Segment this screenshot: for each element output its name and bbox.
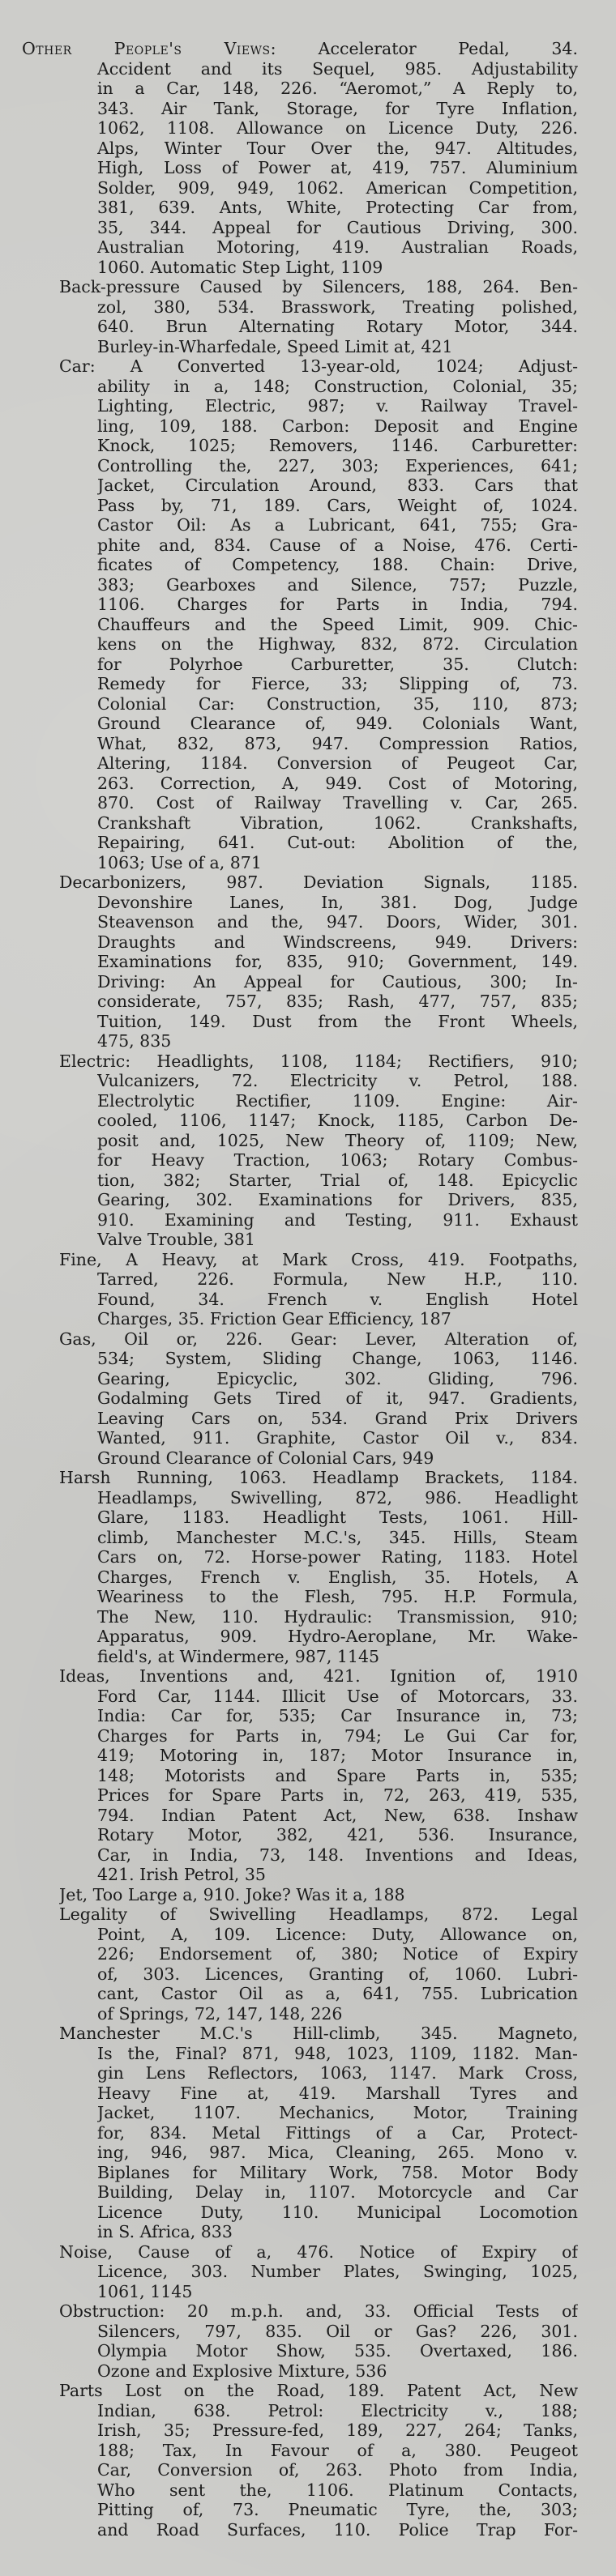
index-line xyxy=(59,2381,578,2401)
index-line-text: Tuition, 149. Dust from the Front Wheels, xyxy=(97,1011,578,1031)
index-line-text: Who sent the, 1106. Platinum Contacts, xyxy=(97,2480,578,2500)
index-line xyxy=(97,893,578,913)
index-line-text: 870. Cost of Railway Travelling v. Car, 265. xyxy=(97,793,578,812)
index-line-text: Manchester M.C.'s Hill-climb, 345. Magneto, xyxy=(59,2024,578,2043)
index-line-text: tion, 382; Starter, Trial of, 148. Epicyclic xyxy=(97,1170,578,1190)
index-line-text: The New, 110. Hydraulic: Transmission, 910; xyxy=(97,1606,578,1627)
index-line xyxy=(97,79,578,99)
index-entry xyxy=(0,39,616,277)
index-line-text: posit and, 1025, New Theory of, 1109; New, xyxy=(97,1130,578,1150)
index-line-text: Accident and its Sequel, 985. Adjustability xyxy=(97,58,578,79)
index-line xyxy=(97,396,578,416)
index-line xyxy=(97,1567,578,1588)
index-entry xyxy=(0,2381,616,2540)
index-line-text: Car: A Converted 13-year-old, 1024; Adjust- xyxy=(59,356,578,376)
index-line xyxy=(97,1785,578,1806)
index-line-text: 383; Gearboxes and Silence, 757; Puzzle, xyxy=(97,574,578,595)
index-line xyxy=(97,1984,578,2004)
index-line-text: Weariness to the Flesh, 795. H.P. Formula, xyxy=(97,1587,578,1606)
index-line-text: Building, Delay in, 1107. Motorcycle and Car xyxy=(97,2182,578,2202)
index-line xyxy=(97,416,578,437)
index-line-text: Charges, 35. Friction Gear Efficiency, 187 xyxy=(97,1309,451,1329)
index-line-text: Found, 34. French v. English Hotel xyxy=(97,1289,578,1309)
index-line xyxy=(97,1012,578,1032)
index-line xyxy=(97,674,578,694)
index-line xyxy=(97,694,578,714)
index-line-text: 421. Irish Petrol, 35 xyxy=(97,1865,266,1884)
index-line xyxy=(97,853,578,873)
index-line-text: Gas, Oil or, 226. Gear: Lever, Alteration of, xyxy=(59,1329,578,1349)
index-line-text: Jacket, Circulation Around, 833. Cars that xyxy=(97,476,578,495)
index-line xyxy=(97,2222,578,2242)
index-line xyxy=(97,2044,578,2064)
index-line xyxy=(97,297,578,318)
index-line xyxy=(97,1388,578,1409)
index-line-text: Gearing, Epicyclic, 302. Gliding, 796. xyxy=(97,1368,578,1388)
index-line-text: Burley-in-Wharfedale, Speed Limit at, 421 xyxy=(97,336,453,356)
index-line-text: Jacket, 1107. Mechanics, Motor, Training xyxy=(97,2103,578,2122)
index-line xyxy=(97,813,578,834)
index-line-text: Parts Lost on the Road, 189. Patent Act, New xyxy=(59,2381,578,2400)
index-line xyxy=(97,2004,578,2024)
index-line xyxy=(97,377,578,397)
index-entry xyxy=(0,2301,616,2381)
index-line-text: in S. Africa, 833 xyxy=(97,2222,233,2241)
index-line-text: Apparatus, 909. Hydro-Aeroplane, Mr. Wake- xyxy=(97,1627,578,1646)
index-line-text: What, 832, 873, 947. Compression Ratios, xyxy=(97,733,578,753)
index-line xyxy=(59,1904,578,1925)
index-line-text: India: Car for, 535; Car Insurance in, 73; xyxy=(97,1706,578,1725)
index-line-text: kens on the Highway, 832, 872. Circulation xyxy=(97,634,578,654)
index-line-text: ability in a, 148; Construction, Colonial, 35; xyxy=(97,376,578,396)
index-line xyxy=(97,456,578,476)
index-line-text: Ozone and Explosive Mixture, 536 xyxy=(97,2361,387,2381)
index-line xyxy=(97,1706,578,1726)
index-entry xyxy=(0,356,616,872)
index-line-text: Valve Trouble, 381 xyxy=(97,1230,255,1249)
index-line xyxy=(97,1587,578,1607)
index-line xyxy=(97,2203,578,2223)
index-line-text: Fine, A Heavy, at Mark Cross, 419. Footpaths, xyxy=(59,1249,578,1269)
index-line-text: 263. Correction, A, 949. Cost of Motoring, xyxy=(97,773,578,793)
index-line-text: Crankshaft Vibration, 1062. Crankshafts, xyxy=(97,812,578,833)
index-line-text: cant, Castor Oil as a, 641, 755. Lubrication xyxy=(97,1984,578,2003)
index-line-text: Devonshire Lanes, In, 381. Dog, Judge xyxy=(97,892,578,912)
index-line-text: 226; Endorsement of, 380; Notice of Expiry xyxy=(97,1944,578,1964)
index-line-text: gin Lens Reflectors, 1063, 1147. Mark Cross, xyxy=(97,2063,578,2083)
index-line xyxy=(97,218,578,238)
index-line-text: Wanted, 911. Graphite, Castor Oil v., 834. xyxy=(97,1428,578,1448)
index-line xyxy=(59,1329,578,1350)
index-line-text: 419; Motoring in, 187; Motor Insurance in, xyxy=(97,1746,578,1765)
index-line-text: Ground Clearance of Colonial Cars, 949 xyxy=(97,1448,434,1468)
index-line xyxy=(97,1448,578,1469)
index-line xyxy=(97,1726,578,1746)
index-line-text: 1106. Charges for Parts in India, 794. xyxy=(97,595,578,614)
index-line xyxy=(97,496,578,516)
index-line-text: Remedy for Fierce, 33; Slipping of, 73. xyxy=(97,674,578,693)
index-line-text: Olympia Motor Show, 535. Overtaxed, 186. xyxy=(97,2341,578,2361)
index-line xyxy=(59,2301,578,2322)
index-line-text: Electrolytic Rectifier, 1109. Engine: Air- xyxy=(97,1090,578,1111)
index-line xyxy=(97,1150,578,1171)
index-line xyxy=(97,753,578,774)
index-line xyxy=(97,2103,578,2123)
index-line xyxy=(97,118,578,139)
index-line-text: Leaving Cars on, 534. Grand Prix Drivers xyxy=(97,1408,578,1428)
index-line xyxy=(97,1230,578,1250)
index-line xyxy=(97,2520,578,2540)
index-line-text: Charges for Parts in, 794; Le Gui Car for, xyxy=(97,1725,578,1746)
index-line-text: Ground Clearance of, 949. Colonials Want, xyxy=(97,714,578,733)
index-line xyxy=(97,1845,578,1866)
index-line xyxy=(97,2123,578,2143)
index-line xyxy=(97,1746,578,1766)
index-entry xyxy=(0,277,616,356)
index-line-text: 188; Tax, In Favour of a, 380. Peugeot xyxy=(97,2440,578,2460)
index-line xyxy=(97,1865,578,1885)
index-line-text: Godalming Gets Tired of it, 947. Gradients, xyxy=(97,1388,578,1408)
index-line xyxy=(97,2083,578,2104)
index-line xyxy=(97,1607,578,1627)
index-line xyxy=(59,1885,578,1905)
index-line xyxy=(97,1647,578,1667)
index-line xyxy=(97,634,578,655)
index-line-text: Jet, Too Large a, 910. Joke? Was it a, 188 xyxy=(59,1884,405,1904)
index-line-text: Pass by, 71, 189. Cars, Weight of, 1024. xyxy=(97,495,578,515)
index-entry xyxy=(0,1329,616,1469)
index-line xyxy=(97,317,578,337)
index-line-text: cooled, 1106, 1147; Knock, 1185, Carbon De- xyxy=(97,1111,578,1130)
index-line xyxy=(97,337,578,357)
index-line xyxy=(97,2460,578,2480)
index-line-text: ling, 109, 188. Carbon: Deposit and Engine xyxy=(97,416,578,436)
index-line xyxy=(59,277,578,297)
index-line xyxy=(97,1369,578,1389)
index-line-text: Tarred, 226. Formula, New H.P., 110. xyxy=(97,1269,578,1289)
index-line-text: Rotary Motor, 382, 421, 536. Insurance, xyxy=(97,1825,578,1845)
index-line-text: Accelerator Pedal, 34. xyxy=(318,39,578,58)
index-entry xyxy=(0,1904,616,2024)
index-line xyxy=(97,178,578,198)
index-line-text: Decarbonizers, 987. Deviation Signals, 1185. xyxy=(59,872,578,892)
index-line-text: Noise, Cause of a, 476. Notice of Expiry of xyxy=(59,2241,578,2262)
index-line-text: Is the, Final? 871, 948, 1023, 1109, 1182. Man- xyxy=(97,2043,578,2063)
index-line xyxy=(97,575,578,595)
index-line-text: and Road Surfaces, 110. Police Trap For- xyxy=(97,2519,578,2540)
index-line xyxy=(97,59,578,79)
index-line xyxy=(97,2182,578,2203)
index-line xyxy=(97,2163,578,2183)
index-line-text: of Springs, 72, 147, 148, 226 xyxy=(97,2003,343,2024)
index-line-text: Gearing, 302. Examinations for Drivers, 835, xyxy=(97,1190,578,1209)
index-line xyxy=(59,1051,578,1072)
index-line-text: Castor Oil: As a Lubricant, 641, 755; Gra- xyxy=(97,515,578,535)
index-line xyxy=(97,2322,578,2342)
index-line-text: Charges, French v. English, 35. Hotels, A xyxy=(97,1567,578,1587)
index-line-text: Solder, 909, 949, 1062. American Competition, xyxy=(97,177,578,198)
index-line-text: 1063; Use of a, 871 xyxy=(97,852,262,872)
index-line-text: Controlling the, 227, 303; Experiences, 641; xyxy=(97,455,578,476)
index-line-text: Licence Duty, 110. Municipal Locomotion xyxy=(97,2202,578,2222)
index-line-text: Ford Car, 1144. Illicit Use of Motorcars, 33. xyxy=(97,1686,578,1706)
index-line xyxy=(97,1944,578,1964)
index-line-text: for Heavy Traction, 1063; Rotary Combus- xyxy=(97,1150,578,1170)
index-line xyxy=(97,2500,578,2520)
index-line xyxy=(97,2441,578,2461)
index-line-text: Headlamps, Swivelling, 872, 986. Headlight xyxy=(97,1487,578,1508)
index-line xyxy=(59,1666,578,1687)
index-line xyxy=(97,1091,578,1111)
index-line-text: 475, 835 xyxy=(97,1031,172,1051)
index-line-text: 534; System, Sliding Change, 1063, 1146. xyxy=(97,1349,578,1368)
index-line xyxy=(97,555,578,575)
index-entry xyxy=(0,1885,616,1905)
index-line xyxy=(97,1071,578,1091)
index-line xyxy=(97,992,578,1012)
index-line-text: climb, Manchester M.C.'s, 345. Hills, Steam xyxy=(97,1527,578,1547)
index-line-text: Vulcanizers, 72. Electricity v. Petrol, 188. xyxy=(97,1071,578,1090)
index-line xyxy=(97,1925,578,1945)
index-line xyxy=(97,2262,578,2282)
index-line-text: Harsh Running, 1063. Headlamp Brackets, 1184. xyxy=(59,1468,578,1487)
index-line-text: ficates of Competency, 188. Chain: Drive, xyxy=(97,555,578,574)
index-line-text: 1062, 1108. Allowance on Licence Duty, 226. xyxy=(97,118,578,138)
index-line xyxy=(97,714,578,734)
index-line xyxy=(59,1468,578,1488)
index-entry xyxy=(0,2024,616,2242)
index-line-text: Knock, 1025; Removers, 1146. Carburetter: xyxy=(97,436,578,455)
index-line-text: Chauffeurs and the Speed Limit, 909. Chic- xyxy=(97,614,578,634)
index-line xyxy=(97,158,578,178)
index-line-text: field's, at Windermere, 987, 1145 xyxy=(97,1646,380,1666)
index-line-text: Repairing, 641. Cut-out: Abolition of the, xyxy=(97,833,578,852)
index-line xyxy=(59,2024,578,2044)
index-line xyxy=(97,139,578,159)
index-line-text: Licence, 303. Number Plates, Swinging, 1025, xyxy=(97,2262,578,2281)
index-entry xyxy=(0,1250,616,1329)
index-line-text: ing, 946, 987. Mica, Cleaning, 265. Mono v. xyxy=(97,2143,578,2162)
index-line-text: zol, 380, 534. Brasswork, Treating polished, xyxy=(97,296,578,317)
index-line xyxy=(97,1627,578,1647)
index-line-text: Prices for Spare Parts in, 72, 263, 419, 535, xyxy=(97,1785,578,1805)
index-entry xyxy=(0,1468,616,1666)
index-line-text: 148; Motorists and Spare Parts in, 535; xyxy=(97,1765,578,1785)
index-line-text: Point, A, 109. Licence: Duty, Allowance on, xyxy=(97,1924,578,1944)
index-line-text: Colonial Car: Construction, 35, 110, 873; xyxy=(97,693,578,714)
index-line-text: Ideas, Inventions and, 421. Ignition of, 1910 xyxy=(59,1666,578,1686)
index-line xyxy=(97,1290,578,1310)
index-line-text: Heavy Fine at, 419. Marshall Tyres and xyxy=(97,2083,578,2103)
index-line xyxy=(97,1131,578,1151)
index-line xyxy=(97,237,578,258)
index-line xyxy=(97,774,578,794)
index-line xyxy=(97,436,578,456)
index-line-text: phite and, 834. Cause of a Noise, 476. Certi- xyxy=(97,535,578,555)
index-line xyxy=(97,1766,578,1786)
index-line xyxy=(97,2480,578,2501)
index-line xyxy=(22,39,578,59)
index-line xyxy=(97,952,578,972)
index-line xyxy=(97,2341,578,2361)
index-line-text: Legality of Swivelling Headlamps, 872. Legal xyxy=(59,1904,578,1924)
index-line xyxy=(97,1806,578,1826)
index-line-text: 381, 639. Ants, White, Protecting Car from, xyxy=(97,198,578,217)
index-line xyxy=(97,476,578,496)
index-line xyxy=(59,872,578,893)
index-line-text: Irish, 35; Pressure-fed, 189, 227, 264; Tanks, xyxy=(97,2420,578,2440)
index-line-text: Steavenson and the, 947. Doors, Wider, 301. xyxy=(97,912,578,932)
index-line-text: for Polyrhoe Carburetter, 35. Clutch: xyxy=(97,654,578,674)
index-line xyxy=(97,1190,578,1210)
index-line xyxy=(97,2063,578,2083)
index-line xyxy=(97,912,578,932)
index-line xyxy=(97,2143,578,2163)
index-line-text: Car, Conversion of, 263. Photo from India, xyxy=(97,2460,578,2480)
index-line xyxy=(97,1349,578,1369)
index-line xyxy=(97,1687,578,1707)
index-line xyxy=(59,2242,578,2263)
index-line-text: Altering, 1184. Conversion of Peugeot Car, xyxy=(97,753,578,773)
index-line xyxy=(97,1210,578,1230)
index-line-text: for, 834. Metal Fittings of a Car, Protect- xyxy=(97,2122,578,2143)
index-line-text: Biplanes for Military Work, 758. Motor Body xyxy=(97,2162,578,2182)
index-line xyxy=(97,198,578,218)
index-line-text: Car, in India, 73, 148. Inventions and Ideas, xyxy=(97,1845,578,1865)
index-line xyxy=(97,793,578,813)
index-line-text: 910. Examining and Testing, 911. Exhaust xyxy=(97,1209,578,1230)
index-line xyxy=(97,1508,578,1528)
index-line xyxy=(97,515,578,535)
index-line-text: Electric: Headlights, 1108, 1184; Rectifiers, 910; xyxy=(59,1051,578,1071)
index-line xyxy=(97,2401,578,2421)
index-line-text: Alps, Winter Tour Over the, 947. Altitudes, xyxy=(97,138,578,158)
index-line xyxy=(97,1171,578,1191)
index-line-text: Glare, 1183. Headlight Tests, 1061. Hill- xyxy=(97,1508,578,1527)
index-line-text: Examinations for, 835, 910; Government, 149. xyxy=(97,952,578,971)
index-line-text: Pitting of, 73. Pneumatic Tyre, the, 303; xyxy=(97,2500,578,2519)
index-line-text: considerate, 757, 835; Rash, 477, 757, 835; xyxy=(97,992,578,1011)
index-line xyxy=(97,1031,578,1051)
index-line xyxy=(97,932,578,953)
index-line xyxy=(97,1309,578,1329)
index-line xyxy=(97,1428,578,1448)
index-line-text: 640. Brun Alternating Rotary Motor, 344. xyxy=(97,317,578,336)
index-line xyxy=(59,1250,578,1270)
index-line-text: 35, 344. Appeal for Cautious Driving, 300. xyxy=(97,217,578,237)
index-line-text: 1061, 1145 xyxy=(97,2281,193,2301)
index-line-text: High, Loss of Power at, 419, 757. Aluminium xyxy=(97,158,578,177)
index-line-text: Cars on, 72. Horse-power Rating, 1183. Hotel xyxy=(97,1547,578,1567)
index-line xyxy=(97,2282,578,2302)
index-line xyxy=(97,972,578,992)
index-entry xyxy=(0,872,616,1051)
index-line xyxy=(97,615,578,635)
index-line xyxy=(97,1547,578,1567)
section-heading: Other People's Views: xyxy=(22,39,277,58)
index-line xyxy=(59,356,578,377)
index-line xyxy=(97,1825,578,1845)
index-line-text: Draughts and Windscreens, 949. Drivers: xyxy=(97,932,578,952)
index-line-text: Back-pressure Caused by Silencers, 188, 264. Ben- xyxy=(59,277,578,296)
index-line xyxy=(97,99,578,119)
index-line xyxy=(97,1111,578,1131)
index-line-text: Obstruction: 20 m.p.h. and, 33. Official Tests of xyxy=(59,2301,578,2321)
index-line-text: 343. Air Tank, Storage, for Tyre Inflation, xyxy=(97,98,578,118)
index-line-text: of, 303. Licences, Granting of, 1060. Lubri- xyxy=(97,1964,578,1984)
index-entry xyxy=(0,2242,616,2302)
index-entry xyxy=(0,1666,616,1885)
index-line-text: Australian Motoring, 419. Australian Roads, xyxy=(97,237,578,257)
index-line xyxy=(97,655,578,675)
index-line xyxy=(97,2361,578,2382)
index-line-text: Lighting, Electric, 987; v. Railway Travel- xyxy=(97,396,578,416)
index-entry xyxy=(0,1051,616,1250)
index-line-text: Silencers, 797, 835. Oil or Gas? 226, 301. xyxy=(97,2321,578,2341)
index-line xyxy=(97,2420,578,2441)
index-line-text: Driving: An Appeal for Cautious, 300; In- xyxy=(97,971,578,992)
index-line xyxy=(97,1964,578,1985)
index-line xyxy=(97,535,578,556)
index-line xyxy=(97,595,578,615)
index-line xyxy=(97,833,578,853)
index-line xyxy=(97,734,578,754)
index-line xyxy=(97,1409,578,1429)
index-line-text: in a Car, 148, 226. “Aeromot,” A Reply to, xyxy=(97,79,578,98)
index-line xyxy=(97,258,578,278)
index-line xyxy=(97,1269,578,1290)
index-line-text: 794. Indian Patent Act, New, 638. Inshaw xyxy=(97,1805,578,1825)
index-line xyxy=(97,1488,578,1508)
index-line xyxy=(97,1528,578,1548)
index-column xyxy=(0,39,616,2540)
index-line-text: 1060. Automatic Step Light, 1109 xyxy=(97,257,383,277)
index-line-text: Indian, 638. Petrol: Electricity v., 188; xyxy=(97,2400,578,2420)
